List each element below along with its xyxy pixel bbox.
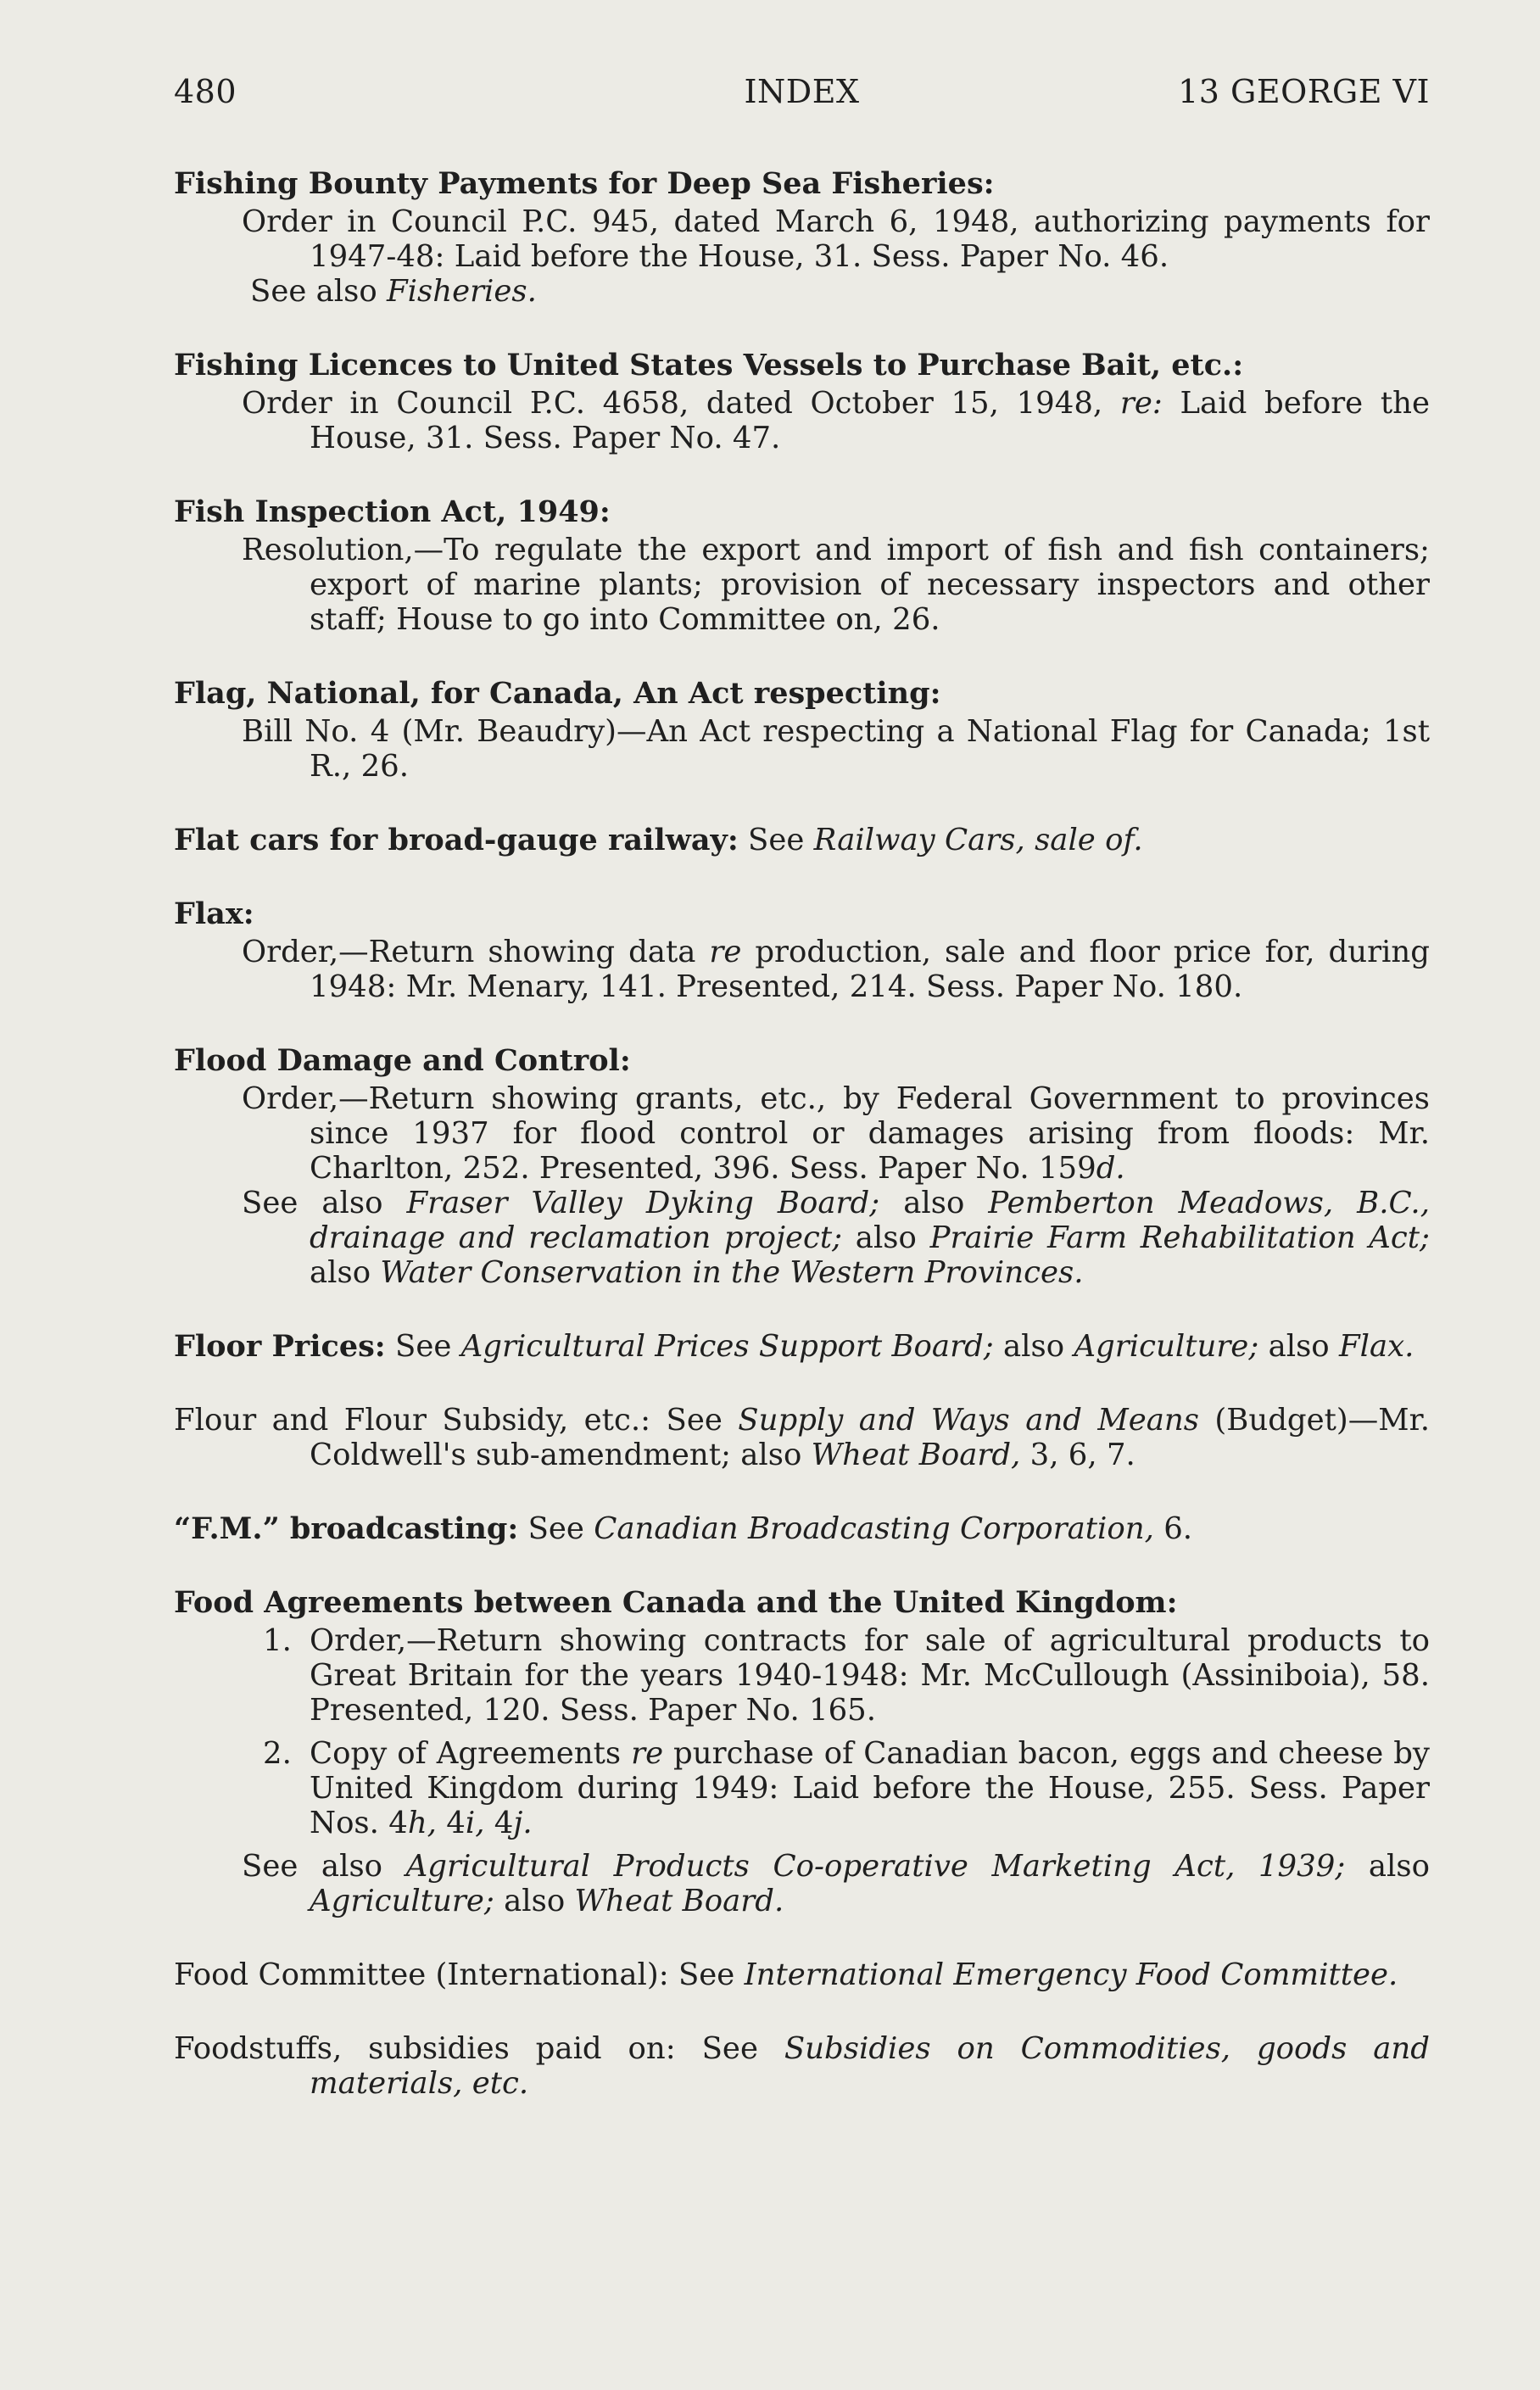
volume-label: 13 GEORGE VI xyxy=(1178,73,1430,110)
entry-item: 1. Order,—Return showing contracts for sale of agricultural products to Great Britain for the years 1940-1948: Mr. McCullough (Assiniboia), 58. Presented, 120. Sess. Paper No. 165. xyxy=(263,1623,1430,1728)
index-entry xyxy=(174,1403,1430,1472)
index-entry xyxy=(174,823,1430,857)
entry-heading: Floor Prices: See Agricultural Prices Support Board; also Agriculture; also Flax. xyxy=(174,1329,1414,1364)
entry-heading: “F.M.” broadcasting: See Canadian Broadcasting Corporation, 6. xyxy=(174,1511,1193,1546)
index-entries xyxy=(174,166,1430,2101)
index-entry xyxy=(174,1957,1430,1992)
entry-item: 2. Copy of Agreements re purchase of Canadian bacon, eggs and cheese by United Kingdom during 1949: Laid before the House, 255. Sess. Paper Nos. 4h, 4i, 4j. xyxy=(263,1736,1430,1840)
entry-text: Order,—Return showing data re production, sale and floor price for, during 1948: Mr. Menary, 141. Presented, 214. Sess. Paper No. 180. xyxy=(242,935,1430,1004)
entry-heading: Flood Damage and Control: xyxy=(174,1043,631,1078)
entry-see-also: See also Fraser Valley Dyking Board; also Pemberton Meadows, B.C., drainage and reclamation project; also Prairie Farm Rehabilitation Act; also Water Conservation in the Western Provinces. xyxy=(242,1186,1430,1290)
entry-heading: Food Committee (International): See International Emergency Food Committee. xyxy=(174,1957,1398,1992)
entry-heading: Flag, National, for Canada, An Act respecting: xyxy=(174,676,941,711)
entry-text: Order in Council P.C. 945, dated March 6, 1948, authorizing payments for 1947-48: Laid before the House, 31. Sess. Paper No. 46. xyxy=(242,204,1430,274)
running-title: INDEX xyxy=(744,73,860,110)
index-entry xyxy=(174,1043,1430,1290)
index-entry xyxy=(174,676,1430,784)
page-number: 480 xyxy=(174,73,237,110)
index-entry xyxy=(174,896,1430,1004)
index-entry xyxy=(174,166,1430,309)
entry-see-also: See also Agricultural Products Co-operative Marketing Act, 1939; also Agriculture; also Wheat Board. xyxy=(242,1849,1430,1918)
entry-text: Bill No. 4 (Mr. Beaudry)—An Act respecting a National Flag for Canada; 1st R., 26. xyxy=(242,714,1430,784)
entry-heading: Flat cars for broad-gauge railway: See Railway Cars, sale of. xyxy=(174,823,1143,857)
index-entry xyxy=(174,1585,1430,1918)
entry-heading: Flax: xyxy=(174,896,254,931)
index-entry xyxy=(174,348,1430,455)
entry-heading: Fishing Licences to United States Vessels to Purchase Bait, etc.: xyxy=(174,348,1244,383)
entry-text: Order in Council P.C. 4658, dated October 15, 1948, re: Laid before the House, 31. Sess. Paper No. 47. xyxy=(242,386,1430,455)
entry-heading: Food Agreements between Canada and the United Kingdom: xyxy=(174,1585,1178,1620)
entry-see-also: See also Fisheries. xyxy=(250,274,537,309)
index-entry xyxy=(174,1329,1430,1364)
index-entry xyxy=(174,2031,1430,2101)
entry-heading: Foodstuffs, subsidies paid on: See Subsidies on Commodities, goods and materials, etc. xyxy=(174,2031,1431,2101)
entry-heading: Fish Inspection Act, 1949: xyxy=(174,494,611,529)
entry-heading: Flour and Flour Subsidy, etc.: See Supply and Ways and Means (Budget)—Mr. Coldwell's sub-amendment; also Wheat Board, 3, 6, 7. xyxy=(174,1403,1430,1472)
entry-text: Order,—Return showing grants, etc., by Federal Government to provinces since 1937 for flood control or damages arising from floods: Mr. Charlton, 252. Presented, 396. Sess. Paper No. 159d. xyxy=(242,1081,1430,1186)
index-entry xyxy=(174,1511,1430,1546)
entry-text: Resolution,—To regulate the export and import of fish and fish containers; export of marine plants; provision of necessary inspectors and other staff; House to go into Committee on, 26. xyxy=(242,533,1430,637)
entry-heading: Fishing Bounty Payments for Deep Sea Fisheries: xyxy=(174,166,995,201)
page-header xyxy=(174,66,1430,117)
index-entry xyxy=(174,494,1430,637)
